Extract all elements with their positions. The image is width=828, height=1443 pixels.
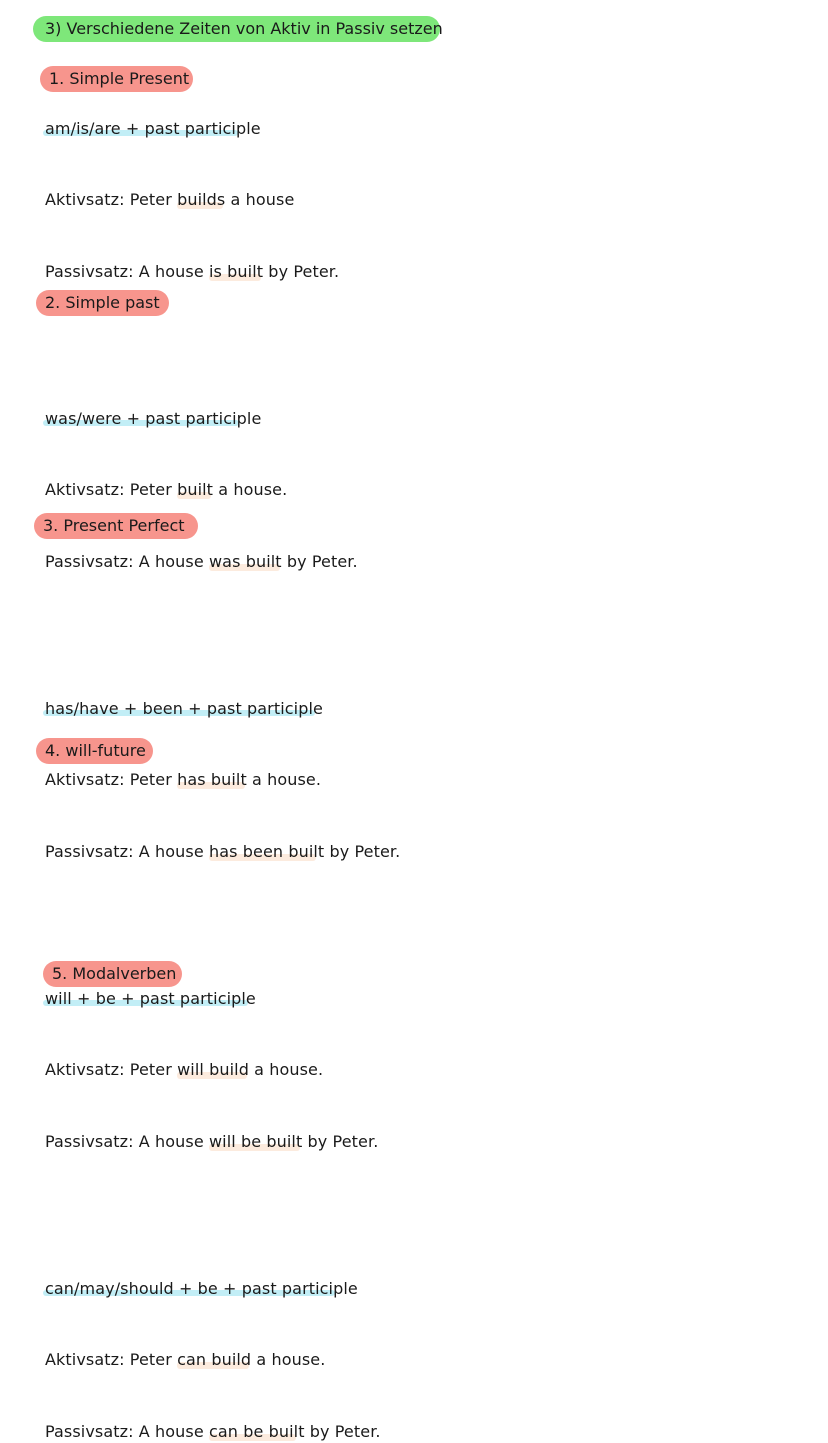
active-suffix: a house. [213,480,288,499]
active-sentence-simple-past [45,479,828,501]
formula-highlight: has/have + been + past participle [45,699,323,718]
active-prefix: Aktivsatz: Peter [45,190,178,209]
passive-verb: was built [208,552,282,571]
passive-sentence-simple-present [45,261,828,283]
passive-prefix: Passivsatz: A house [45,262,209,281]
formula-highlight: will + be + past participle [45,989,256,1008]
active-prefix: Aktivsatz: Peter [45,1350,178,1369]
active-sentence-simple-present [45,189,828,211]
active-verb: built [177,480,214,499]
passive-prefix: Passivsatz: A house [45,552,209,571]
passive-sentence-will-future [45,1131,828,1153]
formula-present-perfect [45,698,828,720]
active-verb: can build [177,1350,252,1369]
passive-verb: has been buil [208,842,318,861]
formula-modalverben [45,1278,828,1300]
formula-rest: le [246,409,262,428]
active-prefix: Aktivsatz: Peter [45,480,178,499]
formula-rest: le [343,1279,358,1298]
section-heading-simple-past: 2. Simple past [36,290,169,316]
active-verb: will build [177,1060,249,1079]
passive-suffix: t by Peter. [298,1422,381,1441]
formula-simple-present [45,118,828,140]
active-sentence-will-future [45,1059,828,1081]
formula-highlight: can/may/should + be + past particip [45,1279,344,1298]
formula-rest: le [246,119,261,138]
section-heading-will-future: 4. will-future [36,738,153,764]
passive-sentence-present-perfect [45,841,828,863]
passive-verb: is built [208,262,264,281]
active-suffix: a house. [246,770,322,789]
passive-suffix: by Peter. [302,1132,379,1151]
active-verb: builds [177,190,226,209]
formula-will-future [45,988,828,1010]
formula-simple-past [45,408,828,430]
formula-highlight: am/is/are + past particip [45,119,247,138]
active-verb: has built [177,770,247,789]
active-suffix: a house. [248,1060,324,1079]
passive-verb: can be buil [208,1422,299,1441]
passive-sentence-simple-past [45,551,828,573]
active-prefix: Aktivsatz: Peter [45,770,178,789]
section-heading-modalverben: 5. Modalverben [43,961,182,987]
passive-suffix: by Peter. [263,262,340,281]
passive-suffix: t by Peter. [317,842,401,861]
passive-sentence-modalverben [45,1421,828,1443]
passive-prefix: Passivsatz: A house [45,842,209,861]
passive-prefix: Passivsatz: A house [45,1422,209,1441]
active-sentence-present-perfect [45,769,828,791]
active-suffix: a house [225,190,295,209]
page-title: 3) Verschiedene Zeiten von Aktiv in Passiv setzen [33,16,440,42]
section-heading-present-perfect: 3. Present Perfect [34,513,198,539]
passive-prefix: Passivsatz: A house [45,1132,209,1151]
active-prefix: Aktivsatz: Peter [45,1060,178,1079]
section-heading-simple-present: 1. Simple Present [40,66,193,92]
formula-highlight: was/were + past particip [45,409,247,428]
active-sentence-modalverben [45,1349,828,1371]
passive-verb: will be built [208,1132,303,1151]
active-suffix: a house. [251,1350,326,1369]
passive-suffix: by Peter. [281,552,358,571]
